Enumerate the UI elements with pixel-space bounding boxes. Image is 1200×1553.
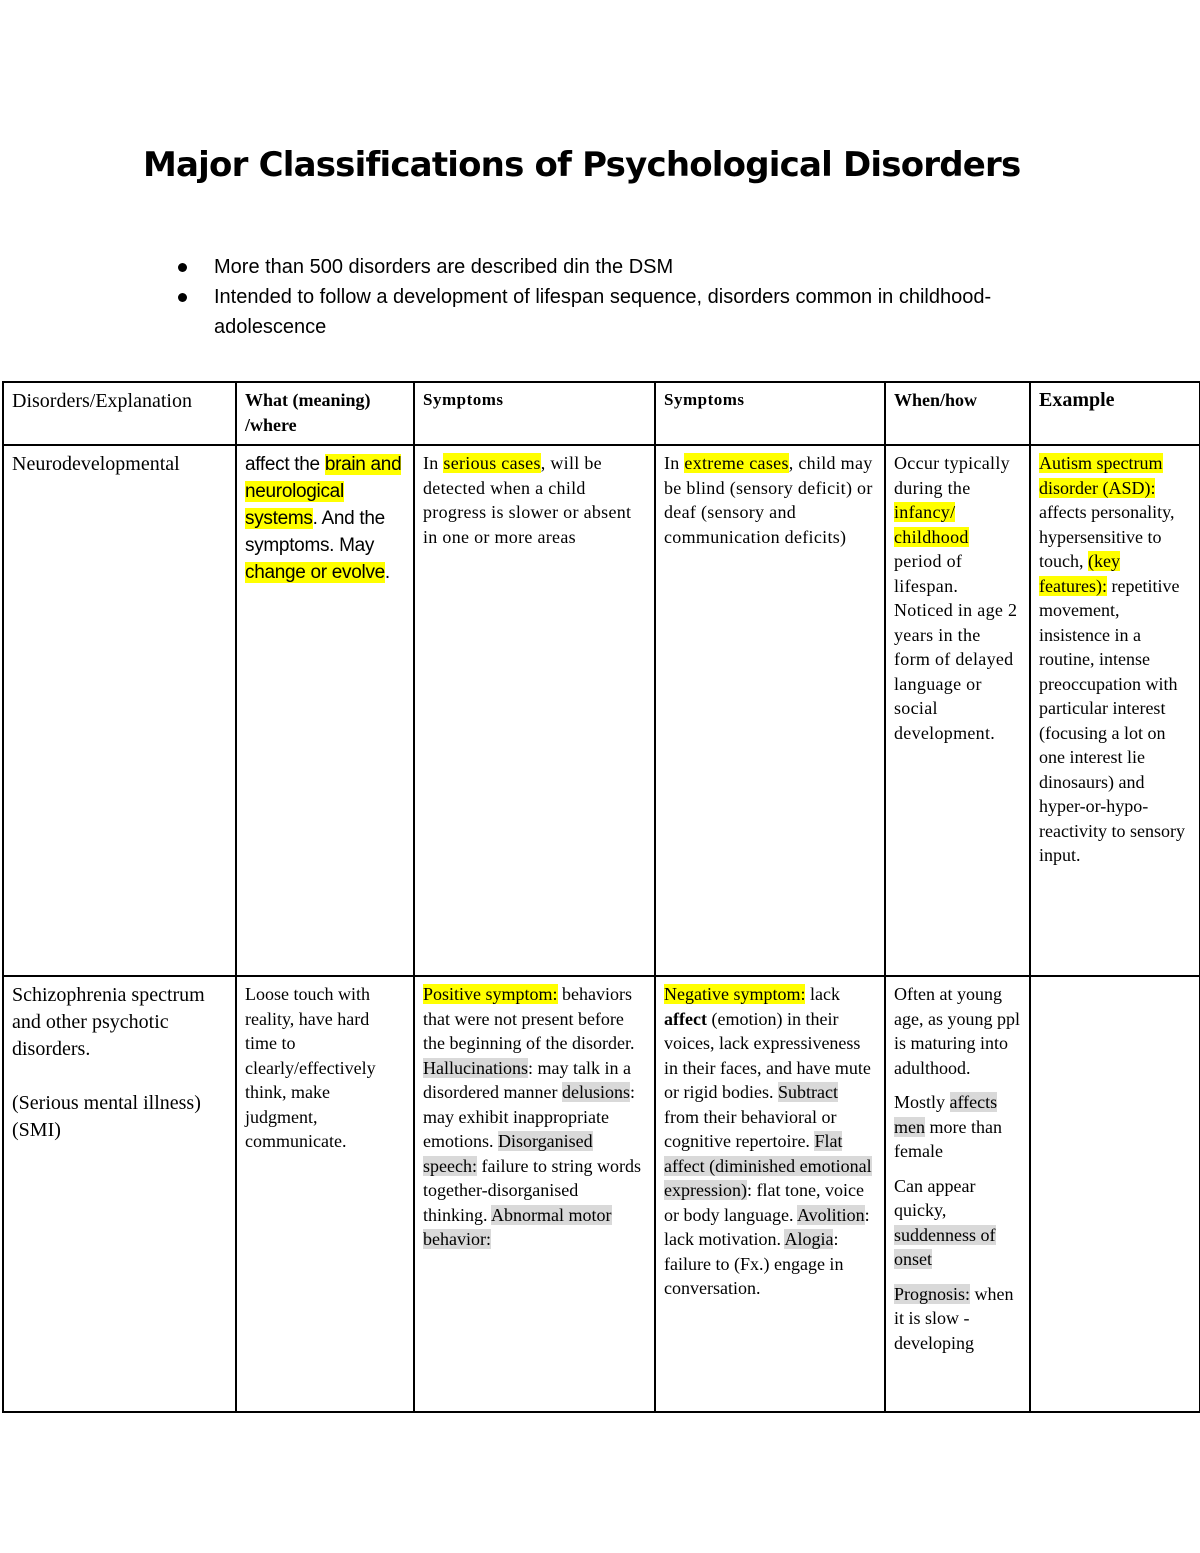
when-cell: Occur typically during the infancy/ childhood period of lifespan. Noticed in age 2 years in the form of delayed language or social development. [885,445,1030,976]
table-header-row [3,382,1200,445]
disorders-table [2,381,1200,1413]
table-row [3,445,1200,976]
symptoms-cell: Positive symptom: behaviors that were not present before the beginning of the disorder. Hallucinations: may talk in a disordered manner delusions: may exhibit inappropriate emotions. Disorganised speech: failure to string words together-disorganised thinking. Abnormal motor behavior: [414,976,655,1412]
symptoms-cell: Negative symptom: lack affect (emotion) in their voices, lack expressiveness in their faces, and have mute or rigid bodies. Subtract from their behavioral or cognitive repertoire. Flat affect (diminished emotional expression): flat tone, voice or body language. Avolition: lack motivation. Alogia: failure to (Fx.) engage in conversation. [655,976,885,1412]
disorder-cell: Neurodevelopmental [3,445,236,976]
header-symptoms-2: Symptoms [655,382,885,445]
symptoms-cell: In extreme cases, child may be blind (sensory deficit) or deaf (sensory and communication deficits) [655,445,885,976]
when-cell: Often at young age, as young ppl is maturing into adulthood. Mostly affects men more than female Can appear quicky, suddenness of onset Prognosis: when it is slow - developing [885,976,1030,1412]
table-row [3,976,1200,1412]
symptoms-cell: In serious cases, will be detected when a child progress is slower or absent in one or more areas [414,445,655,976]
disorder-cell: Schizophrenia spectrum and other psychotic disorders. (Serious mental illness) (SMI) [3,976,236,1412]
what-cell: Loose touch with reality, have hard time to clearly/effectively think, make judgment, communicate. [236,976,414,1412]
example-cell [1030,976,1200,1412]
bullet-item: Intended to follow a development of lifespan sequence, disorders common in childhood-adolescence [172,282,1012,342]
example-cell: Autism spectrum disorder (ASD): affects personality, hypersensitive to touch, (key features): repetitive movement, insistence in a routine, intense preoccupation with particular interest (focusing a lot on one interest lie dinosaurs) and hyper-or-hypo-reactivity to sensory input. [1030,445,1200,976]
intro-bullet-list [172,252,1012,342]
bullet-item: More than 500 disorders are described din the DSM [172,252,1012,282]
header-symptoms-1: Symptoms [414,382,655,445]
header-example: Example [1030,382,1200,445]
page-title: Major Classifications of Psychological Disorders [143,145,1021,185]
header-disorders: Disorders/Explanation [3,382,236,445]
what-cell: affect the brain and neurological systems. And the symptoms. May change or evolve. [236,445,414,976]
header-when-how: When/how [885,382,1030,445]
header-what: What (meaning) /where [236,382,414,445]
